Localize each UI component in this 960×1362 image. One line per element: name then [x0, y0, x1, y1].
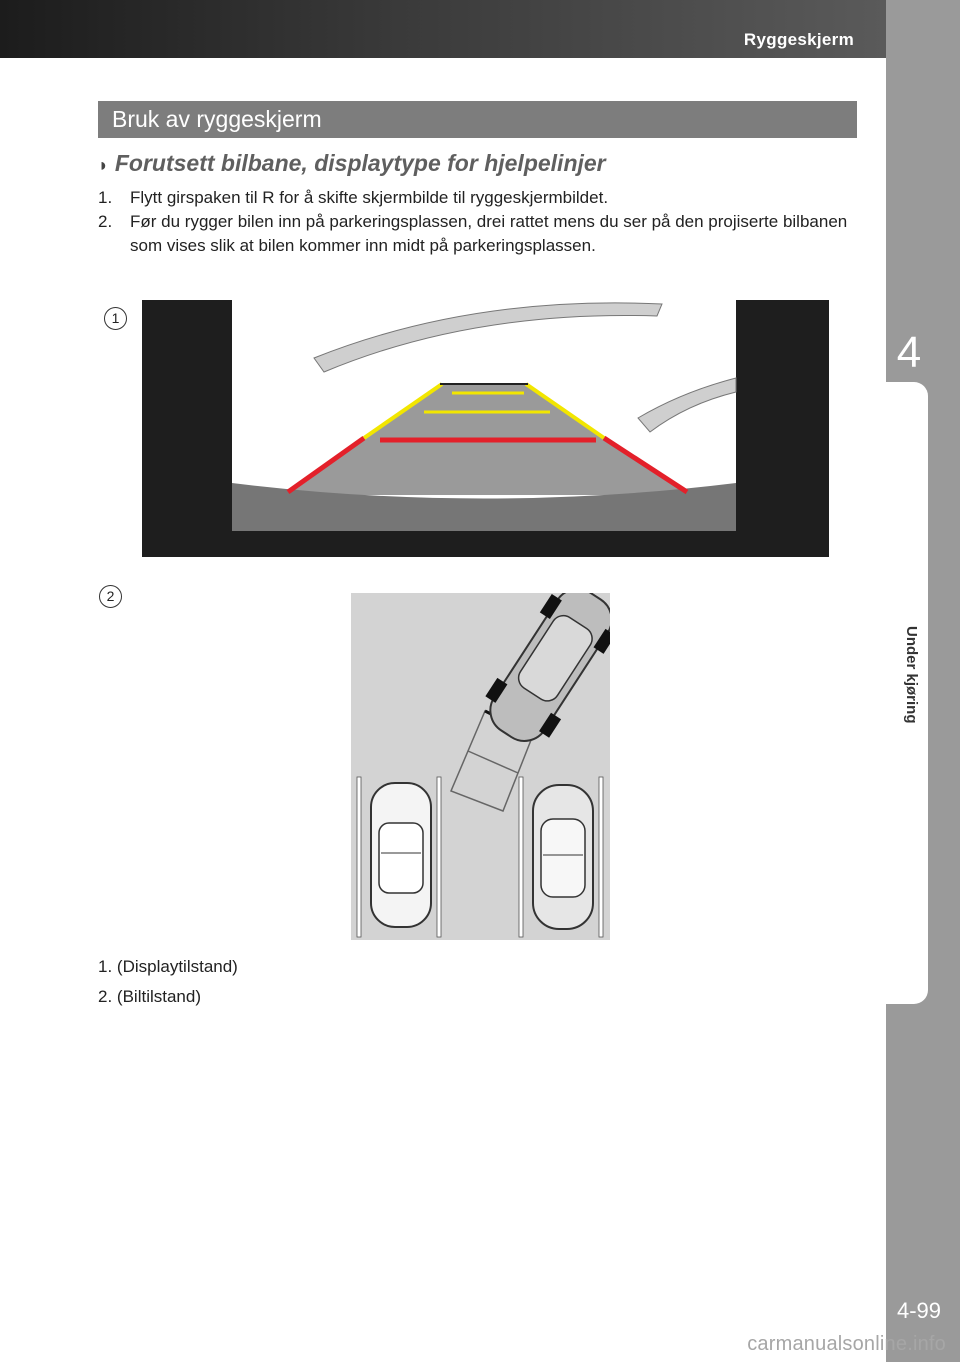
caption-number: 2.	[98, 987, 113, 1006]
step-text: Før du rygger bilen inn på parkeringsplassen, drei rattet mens du ser på den projiserte bilbanen som vises slik at bilen kommer inn midt på parkeringsplassen.	[130, 212, 848, 255]
subheading-text: Forutsett bilbane, displaytype for hjelpelinjer	[114, 150, 606, 176]
figure-captions	[98, 952, 238, 1012]
figure-badge-1: 1	[104, 307, 127, 330]
list-item	[98, 982, 238, 1012]
chapter-number: 4	[896, 328, 922, 377]
list-item	[98, 210, 868, 258]
subheading	[98, 150, 606, 177]
caption-text: (Displaytilstand)	[116, 957, 238, 976]
step-list	[98, 186, 868, 258]
bay-line	[599, 777, 603, 937]
page-number: 4-99	[896, 1298, 942, 1323]
figure-badge-2: 2	[99, 585, 122, 608]
step-number: 1.	[98, 188, 113, 207]
section-title: Bruk av ryggeskjerm	[98, 101, 857, 138]
caption-number: 1.	[98, 957, 113, 976]
running-title: Ryggeskjerm	[743, 30, 854, 49]
parked-car-right	[533, 785, 593, 929]
subheading-marker-icon: ◗	[98, 155, 109, 175]
bay-line	[437, 777, 441, 937]
chapter-label: Under kjøring	[903, 626, 920, 724]
bay-line	[519, 777, 523, 937]
list-item	[98, 186, 868, 210]
caption-text: (Biltilstand)	[116, 987, 202, 1006]
list-item	[98, 952, 238, 982]
camera-display-illustration	[142, 300, 829, 557]
parked-car-left	[371, 783, 431, 927]
bay-line	[357, 777, 361, 937]
step-number: 2.	[98, 212, 113, 231]
step-text: Flytt girspaken til R for å skifte skjermbilde til ryggeskjermbildet.	[130, 188, 609, 207]
watermark: carmanualsonline.info	[747, 1333, 946, 1355]
parking-top-view-illustration	[351, 593, 610, 940]
